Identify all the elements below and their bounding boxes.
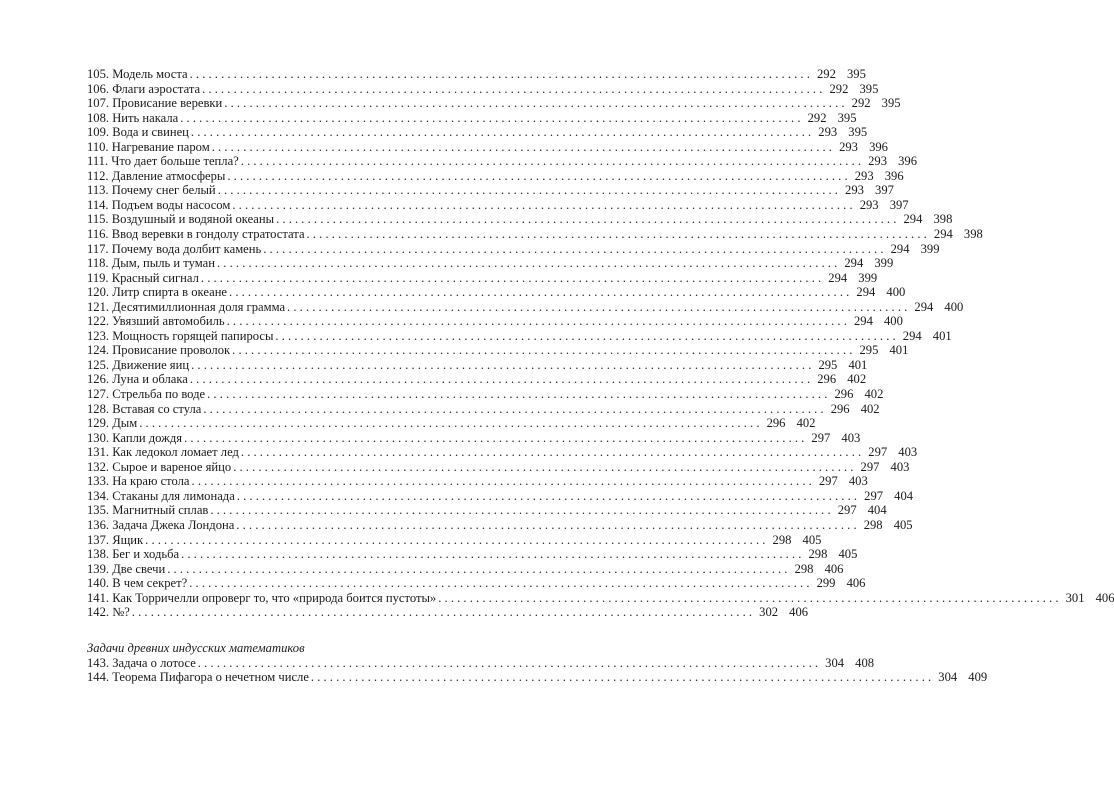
answer-page-number: 397 [875,183,894,198]
entry-title: 113. Почему снег белый [87,183,216,198]
problem-page-number: 296 [817,372,837,387]
toc-entry [87,445,918,460]
problem-page-number: 292 [816,67,836,81]
answer-page-number: 396 [869,139,888,154]
toc-entry [87,212,953,227]
toc-entry [87,197,909,213]
problem-page-number: 294 [902,328,922,343]
toc-entry [87,416,816,431]
dot-leader [263,242,883,257]
entry-title: 132. Сырое и вареное яйцо [87,459,232,474]
entry-title: 116. Ввод веревки в гондолу стратостата [87,227,305,242]
dot-leader [229,285,849,300]
toc-entry [87,154,918,169]
dot-leader [241,154,861,169]
answer-page-number: 400 [883,314,903,329]
problem-page-number: 297 [860,459,880,474]
dot-leader [191,125,811,140]
problem-page-number: 294 [890,241,910,256]
dot-leader [190,67,810,82]
entry-title: 119. Красный сигнал [87,270,199,285]
entry-title: 111. Что дает больше тепла? [87,154,239,169]
entry-title: 139. Две свечи [87,561,166,576]
problem-page-number: 297 [811,430,831,445]
toc-entry [87,139,888,155]
entry-title: 129. Дым [87,416,138,431]
problem-page-number: 294 [933,227,953,242]
dot-leader [287,300,907,315]
problem-page-number: 293 [818,125,838,140]
dot-leader [145,533,765,548]
answer-page-number: 405 [893,517,913,532]
answer-page-number: 399 [874,256,894,271]
answer-page-number: 401 [932,328,952,343]
problem-page-number: 294 [914,299,934,314]
toc-entry [87,655,875,671]
dot-leader [311,670,931,685]
toc-entry [87,227,983,242]
toc-entry [87,576,866,591]
problem-page-number: 294 [853,314,873,329]
entry-title: 121. Десятимиллионная доля грамма [87,299,286,314]
dot-leader [241,445,861,460]
toc-entry [87,125,868,140]
toc-entry [87,590,1114,606]
answer-page-number: 395 [837,110,857,125]
dot-leader [210,503,830,518]
entry-title: 131. Как ледокол ломает лед [87,445,239,460]
answer-page-number: 402 [864,387,884,402]
problem-page-number: 292 [851,96,871,111]
toc-entry [87,168,904,184]
answer-page-number: 404 [894,488,914,503]
entry-title: 108. Нить накала [87,110,179,125]
dot-leader [167,562,787,577]
toc-entry [87,299,964,315]
problem-page-number: 294 [856,285,876,300]
entry-title: 112. Давление атмосферы [87,168,226,183]
dot-leader [201,271,821,286]
dot-leader [232,343,852,358]
toc-entry [87,547,858,562]
toc-entry [87,561,844,577]
answer-page-number: 405 [838,547,858,562]
toc-entry [87,241,940,257]
dot-leader [184,431,804,446]
toc-entry [87,343,909,358]
dot-leader [438,591,1058,606]
entry-title: 128. Вставая со стула [87,401,202,416]
entry-title: 117. Почему вода долбит камень [87,241,262,256]
problem-page-number: 293 [839,139,858,154]
problem-page-number: 304 [825,655,845,670]
answer-page-number: 397 [889,197,909,212]
toc-entry [87,503,887,518]
problem-page-number: 297 [868,445,888,460]
entry-title: 124. Провисание проволок [87,343,231,358]
answer-page-number: 400 [886,285,906,300]
toc-entry [87,183,894,198]
entry-title: 115. Воздушный и водяной океаны [87,212,275,227]
section-heading: Задачи древних индусских математиков [87,640,305,655]
answer-page-number: 400 [944,299,964,314]
entry-title: 144. Теорема Пифагора о нечетном числе [87,670,309,685]
dot-leader [275,329,895,344]
problem-page-number: 298 [863,517,883,532]
dot-leader [212,140,832,155]
dot-leader [236,518,856,533]
toc-entry [87,387,884,402]
dot-leader [227,314,847,329]
entry-title: 135. Магнитный сплав [87,503,209,518]
answer-page-number: 408 [855,655,875,670]
toc-entry [87,488,914,504]
toc-entry [87,256,894,271]
problem-page-number: 293 [859,197,879,212]
dot-leader [190,372,810,387]
problem-page-number: 295 [859,343,879,358]
problem-page-number: 304 [938,670,958,685]
entry-title: 118. Дым, пыль и туман [87,256,215,271]
answer-page-number: 402 [796,416,816,431]
answer-page-number: 395 [859,81,879,96]
problem-page-number: 299 [816,576,836,591]
entry-title: 123. Мощность горящей папиросы [87,328,274,343]
entry-title: 140. В чем секрет? [87,576,188,591]
toc-entry [87,459,910,475]
answer-page-number: 399 [920,241,940,256]
dot-leader [232,198,852,213]
toc-entry [87,67,866,82]
answer-page-number: 406 [824,561,844,576]
dot-leader [217,256,837,271]
answer-page-number: 402 [860,401,880,416]
answer-page-number: 405 [802,532,822,547]
problem-page-number: 298 [772,532,792,547]
problem-page-number: 298 [808,547,828,562]
answer-page-number: 404 [867,503,887,518]
entry-title: 125. Движение яиц [87,357,190,372]
answer-page-number: 403 [890,459,910,474]
answer-page-number: 395 [846,67,866,81]
dot-leader [191,358,811,373]
toc-entry [87,401,880,417]
entry-title: 138. Бег и ходьба [87,547,180,562]
entry-title: 106. Флаги аэростата [87,81,201,96]
answer-page-number: 395 [881,96,901,111]
entry-title: 143. Задача о лотосе [87,655,196,670]
toc-entry [87,517,913,533]
entry-title: 120. Литр спирта в океане [87,285,228,300]
dot-leader [276,212,896,227]
answer-page-number: 406 [1095,590,1114,605]
dot-leader [233,460,853,475]
section-gap [87,620,499,640]
problem-page-number: 294 [903,212,923,227]
dot-leader [202,82,822,97]
answer-page-number: 406 [789,605,809,620]
answer-page-number: 402 [847,372,867,387]
entry-title: 105. Модель моста [87,67,188,81]
problem-page-number: 296 [830,401,850,416]
dot-leader [132,605,752,620]
problem-page-number: 301 [1065,590,1085,605]
problem-page-number: 302 [759,605,779,620]
dot-leader [237,489,857,504]
problem-page-number: 297 [837,503,857,518]
entry-title: 110. Нагревание паром [87,139,210,154]
problem-page-number: 292 [807,110,827,125]
entry-title: 127. Стрельба по воде [87,387,206,402]
problem-page-number: 293 [868,154,888,169]
problem-page-number: 292 [829,81,849,96]
toc-entry [87,328,952,344]
toc-entry [87,270,878,286]
entry-title: 134. Стаканы для лимонада [87,488,235,503]
answer-page-number: 398 [963,227,983,242]
entry-title: 141. Как Торричелли опроверг то, что «природа боится пустоты» [87,590,437,605]
toc-entry [87,110,857,126]
answer-page-number: 403 [841,430,861,445]
entry-title: 114. Подъем воды насосом [87,197,231,212]
answer-page-number: 401 [848,357,868,372]
dot-leader [224,96,844,111]
toc-entry [87,372,867,387]
toc-entry [87,532,822,548]
entry-title: 133. На краю стола [87,474,190,489]
problem-page-number: 294 [844,256,864,271]
toc-entry [87,474,868,489]
toc-entry [87,314,903,329]
problem-page-number: 295 [818,357,838,372]
answer-page-number: 406 [846,576,866,591]
entry-title: 107. Провисание веревки [87,96,223,111]
answer-page-number: 403 [898,445,918,460]
table-of-contents [87,67,1114,685]
dot-leader [189,576,809,591]
entry-title: 130. Капли дождя [87,430,183,445]
answer-page-number: 395 [848,125,868,140]
problem-page-number: 297 [864,488,884,503]
problem-page-number: 296 [766,416,786,431]
dot-leader [227,169,847,184]
answer-page-number: 399 [858,270,878,285]
dot-leader [180,111,800,126]
toc-entries [87,67,1114,620]
toc-entry [87,96,901,111]
problem-page-number: 298 [794,561,814,576]
dot-leader [207,387,827,402]
dot-leader [203,402,823,417]
answer-page-number: 403 [848,474,868,489]
toc-entry [87,430,861,446]
problem-page-number: 293 [845,183,864,198]
entry-title: 122. Увязший автомобиль [87,314,225,329]
toc-entry [87,605,809,620]
answer-page-number: 396 [884,168,904,183]
answer-page-number: 398 [933,212,953,227]
problem-page-number: 296 [834,387,854,402]
answer-page-number: 409 [968,670,988,685]
dot-leader [192,474,812,489]
entry-title: 137. Ящик [87,532,144,547]
toc-entry [87,81,879,97]
entry-title: 136. Задача Джека Лондона [87,517,235,532]
section-entries [87,655,988,685]
dot-leader [139,416,759,431]
entry-title: 109. Вода и свинец [87,125,189,140]
problem-page-number: 293 [854,168,874,183]
dot-leader [198,656,818,671]
dot-leader [218,183,838,198]
entry-title: 142. №? [87,605,130,620]
dot-leader [181,547,801,562]
answer-page-number: 401 [889,343,909,358]
toc-entry [87,285,906,300]
entry-title: 126. Луна и облака [87,372,188,387]
toc-entry [87,357,868,373]
dot-leader [307,227,927,242]
toc-entry [87,670,988,685]
problem-page-number: 294 [828,270,848,285]
answer-page-number: 396 [898,154,918,169]
problem-page-number: 297 [818,474,838,489]
